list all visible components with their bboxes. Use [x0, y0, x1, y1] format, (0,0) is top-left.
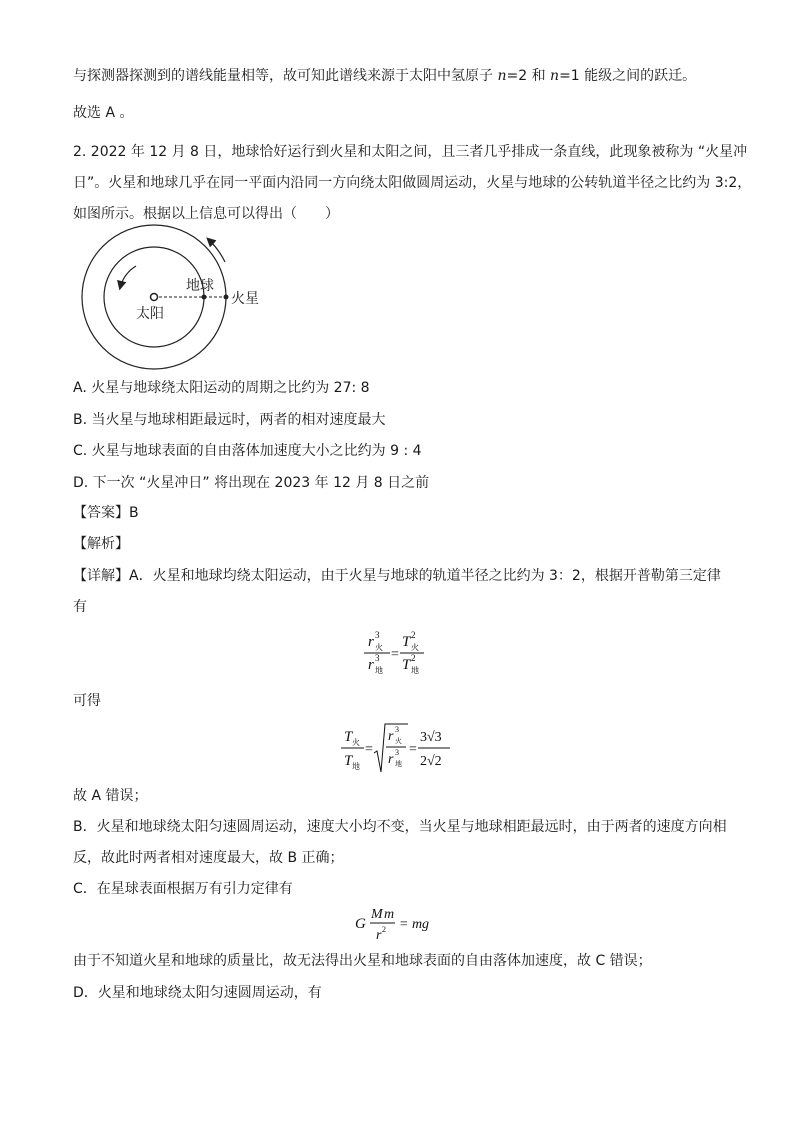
f2-exp-3: 3: [395, 725, 399, 734]
f3-G: G: [355, 916, 366, 932]
f2-exp-3b: 3: [395, 748, 399, 757]
mars-marker: [224, 295, 229, 300]
option-c: C. 火星与地球表面的自由落体加速度大小之比约为 9 : 4: [73, 443, 422, 459]
sun-label: 太阳: [136, 306, 164, 322]
option-b: B. 当火星与地球相距最远时，两者的相对速度最大: [73, 412, 386, 428]
kepler-third-law-formula: [360, 628, 430, 678]
earth-label: 地球: [186, 278, 214, 294]
mars-direction-arrow: [208, 239, 225, 262]
question-text-line-2: 日”。火星和地球几乎在同一平面内沿同一方向绕太阳做圆周运动，火星与地球的公转轨道半径之比约为 3:2，: [73, 175, 752, 191]
f2-sub-huo2: 火: [395, 737, 402, 745]
paragraph-prev-conclusion: [73, 66, 696, 86]
quantum-number-n: n: [550, 68, 560, 84]
f1-r-bottom: r: [368, 657, 374, 673]
f3-rhs: = mg: [399, 917, 430, 932]
detail-b-line-2: 反，故此时两者相对速度最大，故 B 正确；: [73, 850, 344, 866]
f1-sub-di: 地: [375, 666, 383, 675]
orbit-diagram: [80, 232, 259, 372]
f2-T-bottom: T: [344, 753, 353, 769]
f2-equals-2: =: [409, 742, 417, 757]
f2-r-top: r: [388, 729, 394, 744]
f3-M: M: [371, 907, 383, 922]
f2-T-top: T: [344, 729, 353, 745]
gravitation-formula: [355, 902, 445, 946]
period-ratio-formula: [338, 720, 458, 776]
question-text-line-3: 如图所示。根据以上信息可以得出（ ）: [73, 206, 339, 222]
answer-label: 【答案】B: [73, 505, 139, 521]
f2-sub-huo: 火: [352, 738, 360, 747]
quantum-number-n: n: [497, 68, 507, 84]
option-a: A. 火星与地球绕太阳运动的周期之比约为 27: 8: [73, 380, 370, 396]
detail-c-line-2: 由于不知道火星和地球的质量比，故无法得出火星和地球表面的自由落体加速度，故 C 错误；: [73, 953, 652, 969]
mars-label: 火星: [231, 291, 259, 307]
detail-d-line-1: D．火星和地球绕太阳匀速圆周运动，有: [73, 985, 322, 1001]
paragraph-prev-text-a: 与探测器探测到的谱线能量相等，故可知此谱线来源于太阳中氢原子: [73, 68, 498, 84]
f2-sub-di2: 地: [395, 760, 402, 768]
detail-line-2: 有: [73, 599, 87, 615]
f1-exp-3b: 3: [375, 653, 380, 663]
f1-T-top: T: [402, 634, 411, 650]
f2-equals-1: =: [365, 742, 373, 757]
f1-sub-di2: 地: [411, 666, 419, 675]
prev-answer-choice: 故选 A 。: [73, 105, 134, 121]
f3-r: r: [376, 928, 382, 943]
paragraph-prev-text-b: =2 和: [506, 68, 551, 84]
f2-r-bottom: r: [388, 752, 394, 767]
f1-r-top: r: [368, 634, 374, 650]
f1-equals: =: [391, 647, 399, 662]
earth-marker: [202, 295, 207, 300]
f3-m: m: [384, 907, 395, 922]
f2-result-numerator: 3√3: [420, 730, 442, 745]
sun-marker: [151, 294, 158, 301]
analysis-header: 【解析】: [73, 536, 129, 552]
detail-a-wrong: 故 A 错误；: [73, 788, 148, 804]
f1-exp-2b: 2: [411, 653, 416, 663]
f1-sub-huo2: 火: [411, 643, 419, 652]
f2-result-denominator: 2√2: [420, 754, 442, 769]
f3-exp-2: 2: [382, 925, 386, 934]
earth-direction-arrow: [120, 266, 136, 288]
detail-kede: 可得: [73, 693, 101, 709]
question-text-line-1: 2. 2022 年 12 月 8 日，地球恰好运行到火星和太阳之间，且三者几乎排成一条直线，此现象被称为 “火星冲: [73, 144, 748, 160]
f2-sub-di: 地: [352, 762, 360, 771]
detail-line-1: 【详解】A．火星和地球均绕太阳运动，由于火星与地球的轨道半径之比约为 3：2，根据开普勒第三定律: [73, 568, 721, 584]
paragraph-prev-text-c: =1 能级之间的跃迁。: [559, 68, 697, 84]
option-d: D. 下一次 “火星冲日” 将出现在 2023 年 12 月 8 日之前: [73, 475, 430, 491]
f1-T-bottom: T: [402, 657, 411, 673]
detail-b-line-1: B．火星和地球绕太阳匀速圆周运动，速度大小均不变，当火星与地球相距最远时，由于两者的速度方向相: [73, 819, 727, 835]
f1-sub-huo: 火: [375, 643, 383, 652]
detail-c-line-1: C．在星球表面根据万有引力定律有: [73, 881, 293, 897]
f1-exp-2: 2: [411, 630, 416, 640]
f1-exp-3: 3: [375, 630, 380, 640]
